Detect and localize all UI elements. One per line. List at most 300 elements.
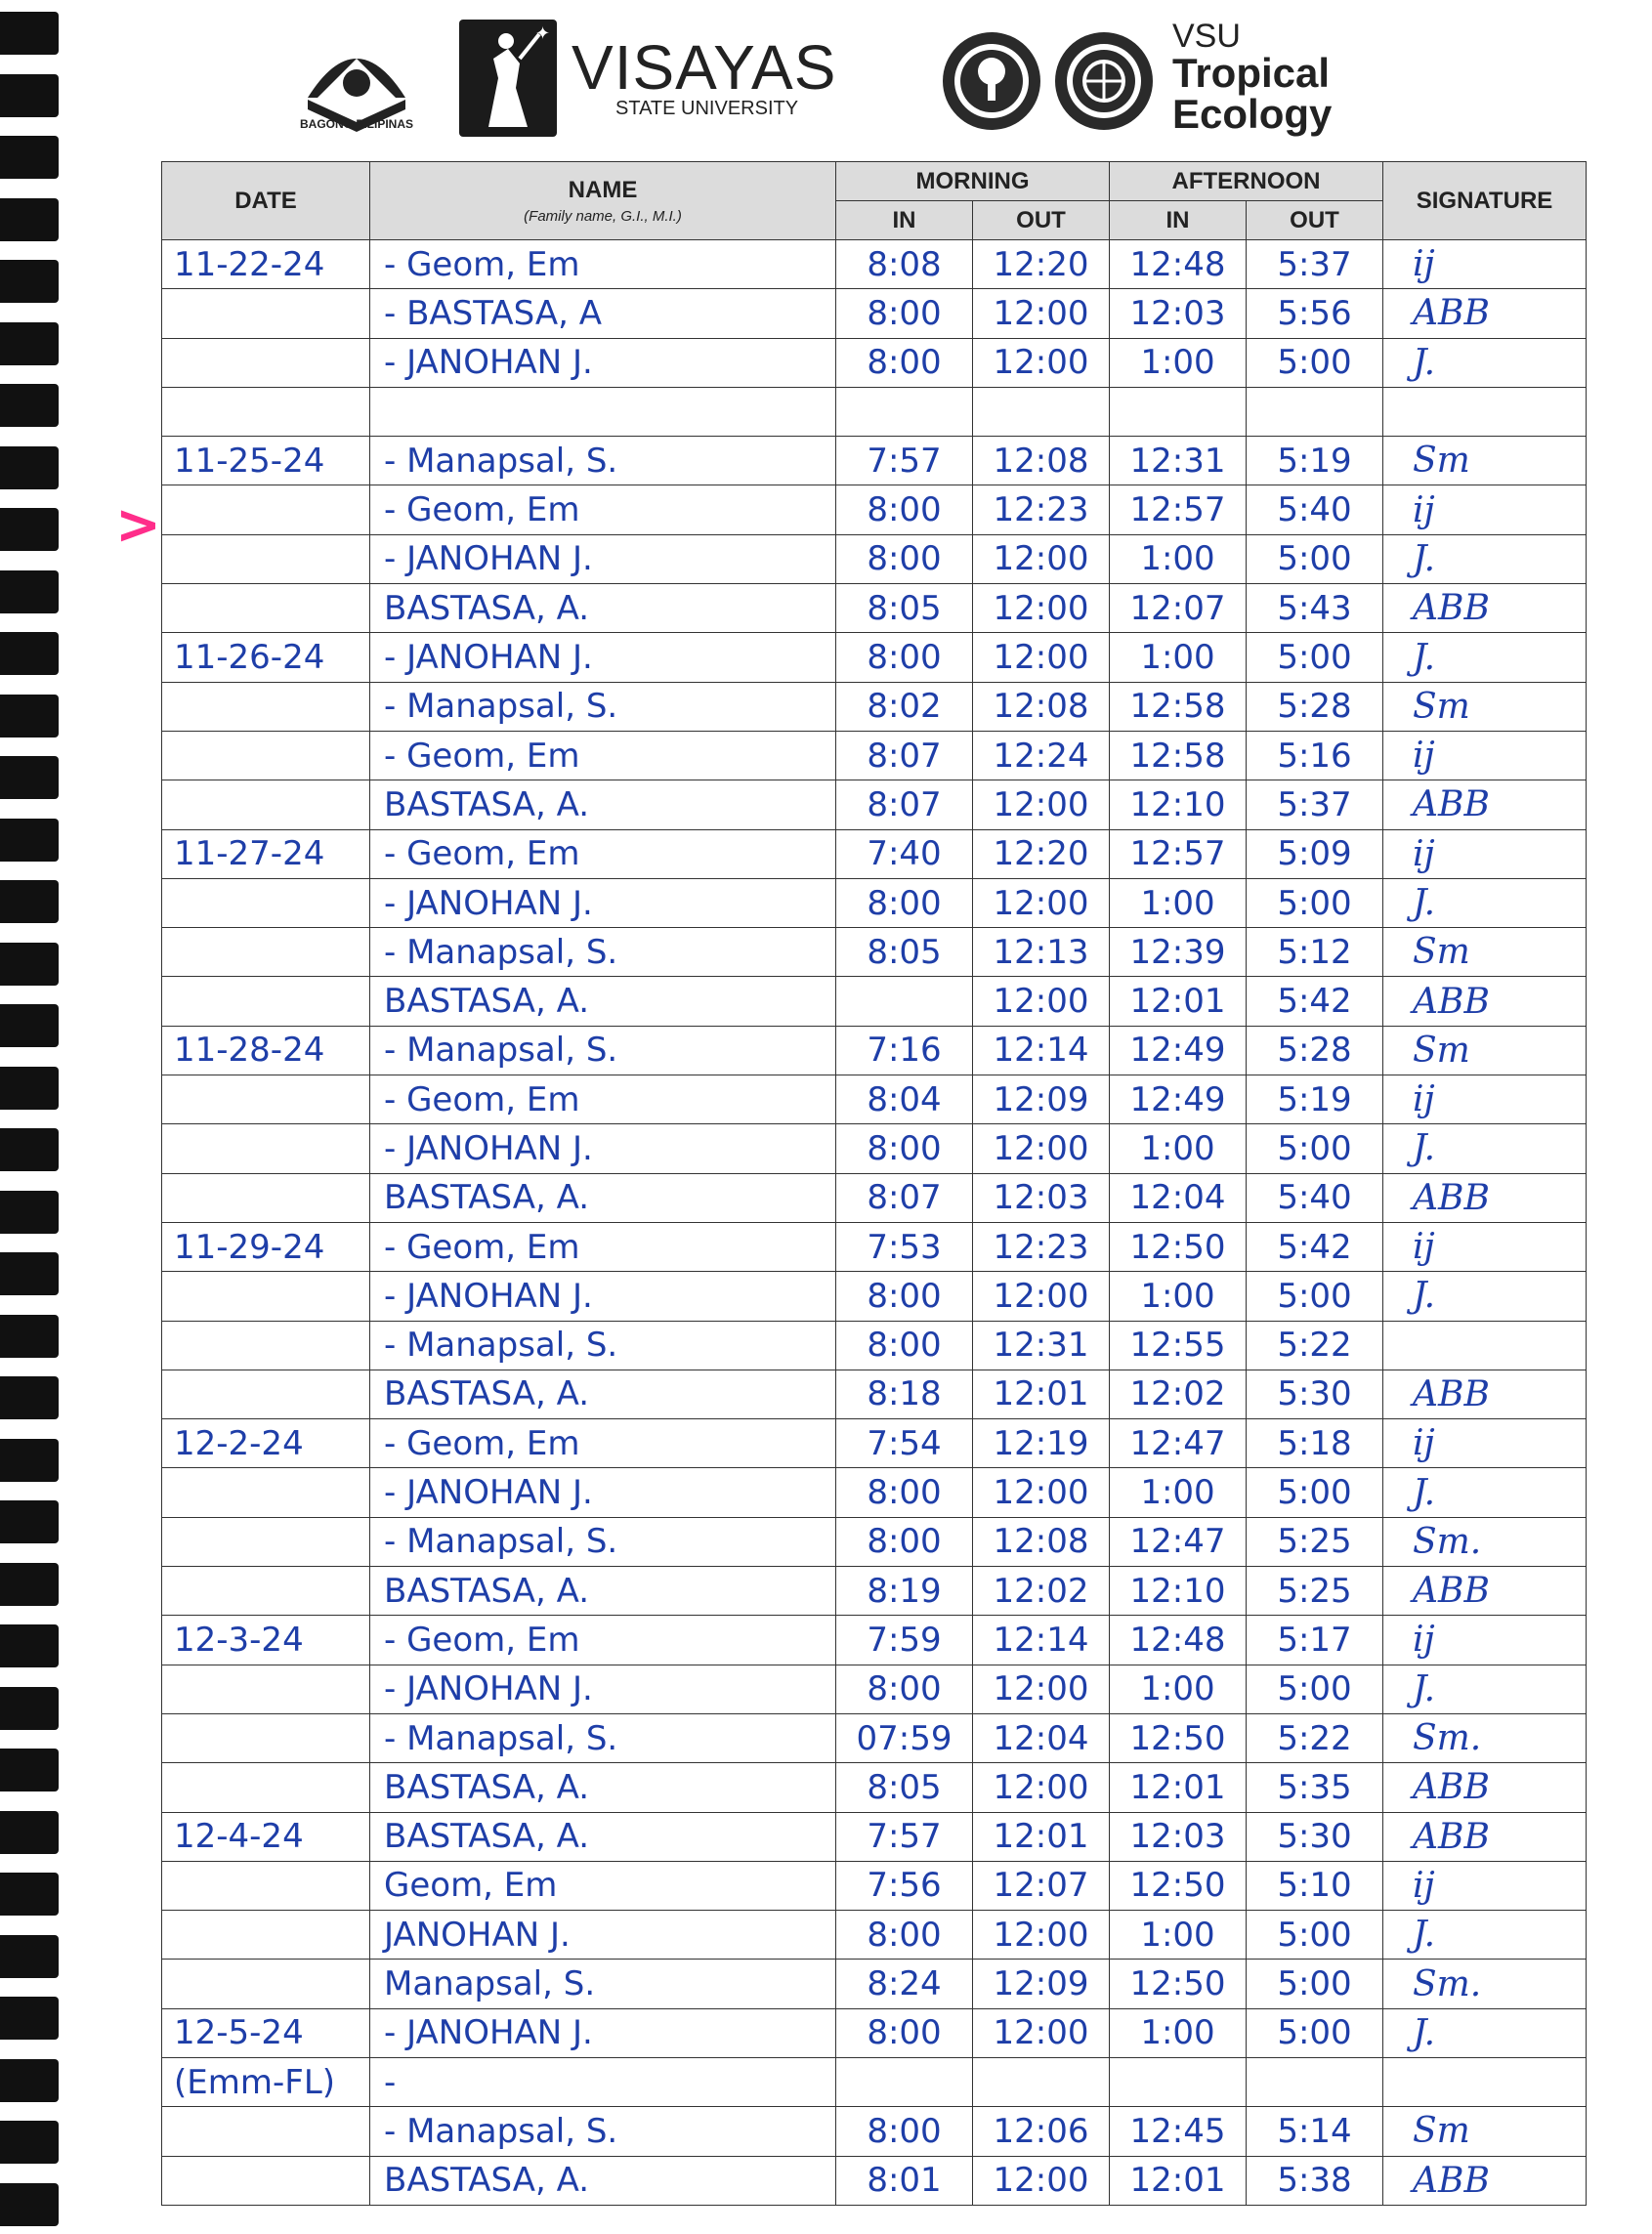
afternoon-in-cell: 12:50 [1110, 1960, 1247, 2008]
name-cell: - Geom, Em [370, 1616, 836, 1665]
name-header-label: NAME [568, 177, 638, 203]
afternoon-in-cell: 12:49 [1110, 1075, 1247, 1124]
binding-ring [0, 570, 59, 613]
afternoon-out-cell: 5:00 [1247, 2008, 1383, 2057]
afternoon-out-cell: 5:22 [1247, 1713, 1383, 1762]
binding-ring [0, 632, 59, 675]
morning-out-cell: 12:14 [973, 1026, 1110, 1075]
table-row [162, 1861, 1587, 1910]
afternoon-in-cell: 12:01 [1110, 977, 1247, 1026]
afternoon-in-cell [1110, 2057, 1247, 2106]
binding-ring [0, 1500, 59, 1543]
morning-out-header: OUT [973, 201, 1110, 240]
vsu-logo-mark [459, 20, 557, 137]
name-cell: - JANOHAN J. [370, 1124, 836, 1173]
afternoon-out-cell: 5:00 [1247, 534, 1383, 583]
afternoon-in-cell: 12:03 [1110, 1812, 1247, 1861]
signature-cell: ij [1383, 1419, 1587, 1468]
afternoon-in-cell: 12:10 [1110, 1567, 1247, 1616]
afternoon-out-cell [1247, 387, 1383, 436]
date-cell [162, 1124, 370, 1173]
table-row [162, 338, 1587, 387]
binding-ring [0, 1315, 59, 1358]
morning-out-cell: 12:24 [973, 731, 1110, 780]
signature-cell: J. [1383, 633, 1587, 682]
name-cell: - JANOHAN J. [370, 1665, 836, 1713]
morning-in-cell: 8:00 [836, 1517, 973, 1566]
afternoon-in-cell: 12:47 [1110, 1517, 1247, 1566]
afternoon-out-cell: 5:25 [1247, 1517, 1383, 1566]
morning-out-cell: 12:00 [973, 1124, 1110, 1173]
afternoon-in-cell: 12:31 [1110, 437, 1247, 485]
afternoon-out-cell: 5:38 [1247, 2156, 1383, 2205]
name-cell: - JANOHAN J. [370, 2008, 836, 2057]
morning-out-cell: 12:04 [973, 1713, 1110, 1762]
binding-ring [0, 1376, 59, 1419]
signature-cell: J. [1383, 1272, 1587, 1321]
morning-out-cell: 12:00 [973, 584, 1110, 633]
binding-ring [0, 260, 59, 303]
date-cell [162, 928, 370, 977]
afternoon-in-cell: 12:50 [1110, 1861, 1247, 1910]
morning-out-cell: 12:09 [973, 1960, 1110, 2008]
table-row [162, 1468, 1587, 1517]
signature-cell: ij [1383, 731, 1587, 780]
table-row [162, 829, 1587, 878]
date-cell [162, 289, 370, 338]
afternoon-out-cell: 5:17 [1247, 1616, 1383, 1665]
name-cell: - Geom, Em [370, 485, 836, 534]
morning-in-cell: 8:00 [836, 1321, 973, 1370]
morning-in-cell: 8:00 [836, 2008, 973, 2057]
afternoon-out-cell: 5:28 [1247, 682, 1383, 731]
binding-ring [0, 2183, 59, 2226]
date-cell [162, 1713, 370, 1762]
name-header-hint: (Family name, G.I., M.I.) [524, 208, 682, 225]
morning-out-cell: 12:02 [973, 1567, 1110, 1616]
signature-cell: J. [1383, 878, 1587, 927]
morning-in-cell: 8:07 [836, 731, 973, 780]
afternoon-in-cell: 1:00 [1110, 878, 1247, 927]
morning-out-cell: 12:13 [973, 928, 1110, 977]
table-row [162, 1713, 1587, 1762]
signature-cell: ABB [1383, 1812, 1587, 1861]
signature-cell [1383, 2057, 1587, 2106]
afternoon-in-cell: 12:57 [1110, 829, 1247, 878]
afternoon-in-cell: 1:00 [1110, 1911, 1247, 1960]
name-cell: BASTASA, A. [370, 1567, 836, 1616]
binding-ring [0, 880, 59, 923]
afternoon-out-cell: 5:00 [1247, 1960, 1383, 2008]
name-column-header [370, 162, 836, 240]
name-cell: - BASTASA, A [370, 289, 836, 338]
morning-out-cell: 12:01 [973, 1370, 1110, 1418]
name-cell: - JANOHAN J. [370, 338, 836, 387]
table-row [162, 1812, 1587, 1861]
table-row [162, 1026, 1587, 1075]
afternoon-in-cell: 1:00 [1110, 633, 1247, 682]
morning-out-cell: 12:00 [973, 633, 1110, 682]
afternoon-out-cell: 5:30 [1247, 1370, 1383, 1418]
name-cell: - Geom, Em [370, 731, 836, 780]
binding-ring [0, 1873, 59, 1916]
university-subtitle: STATE UNIVERSITY [615, 98, 799, 119]
table-row [162, 289, 1587, 338]
morning-in-cell: 8:07 [836, 780, 973, 829]
afternoon-in-cell: 12:50 [1110, 1713, 1247, 1762]
date-cell: 11-25-24 [162, 437, 370, 485]
signature-column-header [1383, 162, 1587, 240]
name-cell: - Manapsal, S. [370, 1517, 836, 1566]
morning-in-cell: 07:59 [836, 1713, 973, 1762]
afternoon-in-cell: 12:02 [1110, 1370, 1247, 1418]
afternoon-in-cell: 12:48 [1110, 1616, 1247, 1665]
tropical-ecology-title [1172, 20, 1332, 135]
morning-in-cell: 8:00 [836, 289, 973, 338]
name-cell: - Manapsal, S. [370, 1026, 836, 1075]
name-cell: - Geom, Em [370, 1419, 836, 1468]
table-row [162, 682, 1587, 731]
morning-out-cell: 12:20 [973, 829, 1110, 878]
university-name: VISAYAS [572, 32, 837, 103]
binding-ring [0, 756, 59, 799]
binding-ring [0, 1128, 59, 1171]
afternoon-in-cell: 12:01 [1110, 2156, 1247, 2205]
name-cell: BASTASA, A. [370, 1173, 836, 1222]
table-row [162, 1222, 1587, 1271]
afternoon-out-cell: 5:09 [1247, 829, 1383, 878]
name-cell: - JANOHAN J. [370, 1272, 836, 1321]
morning-in-cell: 8:00 [836, 1911, 973, 1960]
binding-ring [0, 322, 59, 365]
morning-in-cell: 7:40 [836, 829, 973, 878]
afternoon-out-cell: 5:16 [1247, 731, 1383, 780]
binding-ring [0, 198, 59, 241]
morning-in-cell: 7:16 [836, 1026, 973, 1075]
name-cell: - Manapsal, S. [370, 682, 836, 731]
date-cell [162, 682, 370, 731]
name-cell: BASTASA, A. [370, 1812, 836, 1861]
afternoon-out-cell: 5:35 [1247, 1763, 1383, 1812]
signature-cell: ABB [1383, 1567, 1587, 1616]
date-cell [162, 1468, 370, 1517]
name-cell: - Manapsal, S. [370, 2107, 836, 2156]
date-cell [162, 2156, 370, 2205]
afternoon-in-cell: 12:39 [1110, 928, 1247, 977]
binding-ring [0, 1624, 59, 1667]
date-cell: 12-5-24 [162, 2008, 370, 2057]
afternoon-out-cell: 5:56 [1247, 289, 1383, 338]
name-cell [370, 387, 836, 436]
date-cell: 11-29-24 [162, 1222, 370, 1271]
afternoon-out-cell: 5:00 [1247, 1665, 1383, 1713]
afternoon-out-cell: 5:18 [1247, 1419, 1383, 1468]
morning-in-cell: 8:04 [836, 1075, 973, 1124]
table-body [162, 240, 1587, 2206]
morning-out-cell: 12:23 [973, 1222, 1110, 1271]
table-header [162, 162, 1587, 240]
morning-out-cell: 12:08 [973, 437, 1110, 485]
afternoon-out-cell: 5:10 [1247, 1861, 1383, 1910]
signature-cell: ABB [1383, 1370, 1587, 1418]
table-row [162, 1419, 1587, 1468]
signature-cell: J. [1383, 1665, 1587, 1713]
morning-in-cell [836, 387, 973, 436]
morning-in-cell: 8:00 [836, 1272, 973, 1321]
table-row [162, 1272, 1587, 1321]
morning-in-cell: 8:00 [836, 1665, 973, 1713]
date-cell [162, 977, 370, 1026]
afternoon-header-label: AFTERNOON [1171, 167, 1321, 194]
morning-out-cell: 12:00 [973, 780, 1110, 829]
binding-ring [0, 74, 59, 117]
signature-cell: J. [1383, 2008, 1587, 2057]
afternoon-out-cell: 5:43 [1247, 584, 1383, 633]
binding-ring [0, 2059, 59, 2102]
table-row [162, 534, 1587, 583]
date-cell [162, 534, 370, 583]
table-row [162, 2156, 1587, 2205]
name-cell: Geom, Em [370, 1861, 836, 1910]
date-cell [162, 780, 370, 829]
morning-out-cell: 12:09 [973, 1075, 1110, 1124]
name-cell: BASTASA, A. [370, 780, 836, 829]
morning-in-cell: 8:00 [836, 633, 973, 682]
table-row [162, 1124, 1587, 1173]
morning-out-cell: 12:00 [973, 2156, 1110, 2205]
afternoon-out-cell: 5:12 [1247, 928, 1383, 977]
date-cell [162, 2107, 370, 2156]
binding-ring [0, 943, 59, 986]
date-cell [162, 1272, 370, 1321]
table-row [162, 1665, 1587, 1713]
name-cell: BASTASA, A. [370, 2156, 836, 2205]
afternoon-out-cell: 5:00 [1247, 338, 1383, 387]
morning-in-cell: 8:00 [836, 485, 973, 534]
date-cell: (Emm-FL) [162, 2057, 370, 2106]
binding-ring [0, 12, 59, 55]
table-row [162, 1567, 1587, 1616]
table-row [162, 1321, 1587, 1370]
morning-in-cell: 7:57 [836, 437, 973, 485]
afternoon-out-cell: 5:00 [1247, 878, 1383, 927]
table-row [162, 2107, 1587, 2156]
table-row [162, 584, 1587, 633]
afternoon-in-cell: 1:00 [1110, 338, 1247, 387]
date-cell [162, 1075, 370, 1124]
morning-in-cell: 8:01 [836, 2156, 973, 2205]
afternoon-in-cell: 1:00 [1110, 1124, 1247, 1173]
morning-out-cell: 12:01 [973, 1812, 1110, 1861]
date-header-label: DATE [234, 187, 297, 214]
table-row [162, 731, 1587, 780]
date-cell [162, 1370, 370, 1418]
signature-cell: Sm. [1383, 1517, 1587, 1566]
name-cell: - Manapsal, S. [370, 1321, 836, 1370]
signature-cell: ij [1383, 1861, 1587, 1910]
signature-cell: ABB [1383, 289, 1587, 338]
binding-ring [0, 1687, 59, 1730]
morning-out-cell: 12:23 [973, 485, 1110, 534]
morning-in-cell: 7:54 [836, 1419, 973, 1468]
afternoon-out-cell: 5:42 [1247, 1222, 1383, 1271]
globe-icon [1050, 27, 1158, 135]
binding-ring [0, 384, 59, 427]
binding-ring [0, 1252, 59, 1295]
table-row [162, 780, 1587, 829]
morning-out-cell: 12:19 [973, 1419, 1110, 1468]
binding-ring [0, 1997, 59, 2040]
table-row [162, 928, 1587, 977]
signature-cell: ABB [1383, 1763, 1587, 1812]
binding-ring [0, 136, 59, 179]
signature-cell: ABB [1383, 977, 1587, 1026]
afternoon-out-header: OUT [1247, 201, 1383, 240]
morning-out-cell: 12:31 [973, 1321, 1110, 1370]
date-cell [162, 1321, 370, 1370]
afternoon-in-cell: 12:10 [1110, 780, 1247, 829]
signature-cell: Sm [1383, 1026, 1587, 1075]
table-row [162, 1960, 1587, 2008]
signature-cell: ij [1383, 485, 1587, 534]
morning-in-cell: 8:00 [836, 1124, 973, 1173]
date-cell [162, 1861, 370, 1910]
attendance-table [161, 161, 1587, 2206]
morning-out-cell: 12:00 [973, 977, 1110, 1026]
table-row [162, 1075, 1587, 1124]
afternoon-in-cell: 12:03 [1110, 289, 1247, 338]
name-cell: - Manapsal, S. [370, 1713, 836, 1762]
afternoon-column-header [1110, 162, 1383, 201]
morning-in-cell: 8:08 [836, 240, 973, 289]
name-cell: BASTASA, A. [370, 1370, 836, 1418]
morning-out-cell: 12:00 [973, 289, 1110, 338]
afternoon-in-cell: 1:00 [1110, 1468, 1247, 1517]
date-cell: 12-2-24 [162, 1419, 370, 1468]
afternoon-in-cell: 12:58 [1110, 731, 1247, 780]
morning-in-cell: 8:05 [836, 584, 973, 633]
morning-out-cell: 12:00 [973, 1468, 1110, 1517]
morning-in-cell: 8:19 [836, 1567, 973, 1616]
morning-out-cell: 12:03 [973, 1173, 1110, 1222]
afternoon-out-cell: 5:37 [1247, 240, 1383, 289]
morning-out-cell: 12:07 [973, 1861, 1110, 1910]
name-cell: - Geom, Em [370, 1222, 836, 1271]
morning-in-cell: 8:05 [836, 1763, 973, 1812]
afternoon-in-cell: 1:00 [1110, 2008, 1247, 2057]
afternoon-out-cell: 5:25 [1247, 1567, 1383, 1616]
binding-ring [0, 1439, 59, 1482]
morning-out-cell: 12:00 [973, 338, 1110, 387]
afternoon-out-cell: 5:42 [1247, 977, 1383, 1026]
vsu-label: VSU [1172, 18, 1241, 55]
signature-cell: ABB [1383, 1173, 1587, 1222]
afternoon-in-cell: 12:01 [1110, 1763, 1247, 1812]
afternoon-in-cell: 1:00 [1110, 1665, 1247, 1713]
morning-out-cell: 12:00 [973, 878, 1110, 927]
table-row [162, 633, 1587, 682]
morning-in-cell [836, 977, 973, 1026]
binding-ring [0, 2121, 59, 2164]
afternoon-out-cell [1247, 2057, 1383, 2106]
signature-cell: Sm [1383, 928, 1587, 977]
name-cell: - JANOHAN J. [370, 1468, 836, 1517]
signature-cell: Sm [1383, 437, 1587, 485]
afternoon-out-cell: 5:00 [1247, 1911, 1383, 1960]
morning-out-cell: 12:00 [973, 1272, 1110, 1321]
header-logos [293, 20, 1368, 147]
name-cell: BASTASA, A. [370, 977, 836, 1026]
date-cell [162, 1763, 370, 1812]
table-row [162, 240, 1587, 289]
afternoon-in-cell [1110, 387, 1247, 436]
morning-out-cell: 12:00 [973, 534, 1110, 583]
binding-ring [0, 1191, 59, 1234]
afternoon-in-cell: 1:00 [1110, 534, 1247, 583]
date-cell [162, 878, 370, 927]
afternoon-out-cell: 5:14 [1247, 2107, 1383, 2156]
date-column-header [162, 162, 370, 240]
afternoon-in-cell: 12:49 [1110, 1026, 1247, 1075]
name-cell: - JANOHAN J. [370, 878, 836, 927]
morning-in-cell: 8:07 [836, 1173, 973, 1222]
binding-ring [0, 1935, 59, 1978]
signature-cell: ABB [1383, 2156, 1587, 2205]
morning-out-cell: 12:14 [973, 1616, 1110, 1665]
afternoon-in-cell: 12:47 [1110, 1419, 1247, 1468]
morning-in-cell: 8:00 [836, 534, 973, 583]
table-row [162, 878, 1587, 927]
date-cell [162, 1911, 370, 1960]
afternoon-out-cell: 5:00 [1247, 633, 1383, 682]
morning-in-cell: 7:59 [836, 1616, 973, 1665]
signature-cell [1383, 387, 1587, 436]
date-cell: 11-26-24 [162, 633, 370, 682]
signature-cell: ABB [1383, 584, 1587, 633]
svg-text:✦: ✦ [535, 23, 551, 43]
morning-in-cell: 8:24 [836, 1960, 973, 2008]
date-cell [162, 1173, 370, 1222]
table-row [162, 2008, 1587, 2057]
afternoon-out-cell: 5:00 [1247, 1124, 1383, 1173]
name-cell: - JANOHAN J. [370, 633, 836, 682]
binding-ring [0, 819, 59, 862]
name-cell: - Manapsal, S. [370, 437, 836, 485]
morning-column-header [836, 162, 1110, 201]
name-cell: - Geom, Em [370, 829, 836, 878]
afternoon-out-cell: 5:37 [1247, 780, 1383, 829]
table-row [162, 2057, 1587, 2106]
table-row [162, 1763, 1587, 1812]
afternoon-in-cell: 12:58 [1110, 682, 1247, 731]
table-row [162, 1616, 1587, 1665]
morning-header-label: MORNING [915, 167, 1030, 194]
morning-out-cell: 12:06 [973, 2107, 1110, 2156]
morning-out-cell: 12:00 [973, 2008, 1110, 2057]
morning-in-cell: 7:57 [836, 1812, 973, 1861]
date-cell [162, 1960, 370, 2008]
name-cell: - Geom, Em [370, 1075, 836, 1124]
bagong-pilipinas-label: BAGONG PILIPINAS [299, 117, 413, 131]
morning-in-cell: 7:53 [836, 1222, 973, 1271]
date-cell [162, 1665, 370, 1713]
morning-in-cell: 8:18 [836, 1370, 973, 1418]
signature-cell: Sm. [1383, 1960, 1587, 2008]
name-cell: BASTASA, A. [370, 1763, 836, 1812]
binding-ring [0, 1563, 59, 1606]
morning-in-cell: 8:00 [836, 338, 973, 387]
afternoon-in-cell: 12:57 [1110, 485, 1247, 534]
